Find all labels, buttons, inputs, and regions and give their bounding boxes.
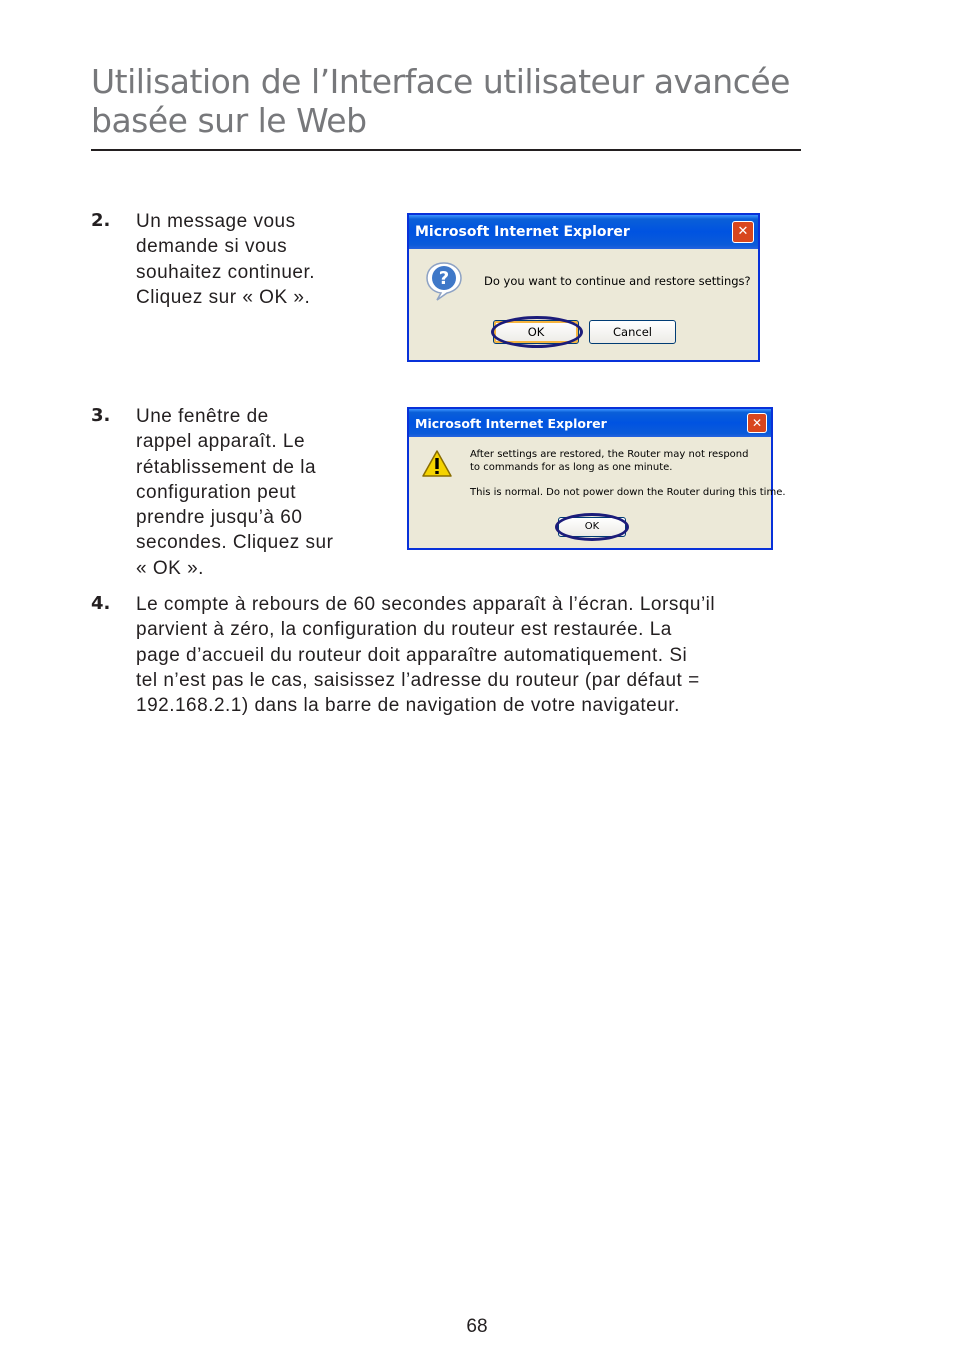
step-2-line: souhaitez continuer. <box>136 261 316 283</box>
step-2-line: Cliquez sur « OK ». <box>136 286 311 308</box>
page-number: 68 <box>466 1316 488 1337</box>
ok-highlight-circle <box>555 513 629 541</box>
dialog-title: Microsoft Internet Explorer <box>415 416 607 431</box>
notice-dialog-screenshot <box>407 407 786 550</box>
step-4-line: parvient à zéro, la configuration du routeur est restaurée. La <box>136 619 672 641</box>
dialog-message-line: to commands for as long as one minute. <box>470 462 673 473</box>
svg-text:?: ? <box>438 268 450 289</box>
step-2-line: demande si vous <box>136 236 288 258</box>
dialog-message <box>470 448 786 499</box>
step-3-line: rétablissement de la <box>136 456 317 478</box>
ok-button[interactable]: OK <box>558 517 626 537</box>
warning-icon <box>421 449 453 479</box>
dialog-titlebar <box>409 215 758 249</box>
step-3-number: 3. <box>91 405 111 426</box>
step-2-text <box>136 209 315 310</box>
step-4-line: page d’accueil du routeur doit apparaître automatiquement. Si <box>136 644 688 666</box>
step-2-number: 2. <box>91 210 111 231</box>
step-3-line: Une fenêtre de <box>136 406 269 427</box>
step-3-line: configuration peut <box>136 481 297 503</box>
step-3-text <box>136 404 333 581</box>
step-4-line: 192.168.2.1) dans la barre de navigation de votre navigateur. <box>136 695 680 717</box>
step-3-line: prendre jusqu’à 60 <box>136 507 303 529</box>
step-4-line: tel n’est pas le cas, saisissez l’adresse du routeur (par défaut = <box>136 669 700 691</box>
step-4-line: Le compte à rebours de 60 secondes apparaît à l’écran. Lorsqu’il <box>136 594 716 615</box>
step-3-line: rappel apparaît. Le <box>136 431 306 453</box>
step-4-number: 4. <box>91 593 111 614</box>
confirm-dialog-screenshot <box>407 213 760 362</box>
page-title <box>91 62 811 140</box>
dialog-title: Microsoft Internet Explorer <box>415 224 630 240</box>
ok-highlight-circle <box>491 316 583 348</box>
dialog-message-line: After settings are restored, the Router may not respond <box>470 449 749 460</box>
dialog-message-line: This is normal. Do not power down the Router during this time. <box>470 487 786 498</box>
close-icon[interactable]: ✕ <box>732 221 754 243</box>
step-4-text <box>136 592 816 718</box>
step-2-line: Un message vous <box>136 211 296 232</box>
ok-button[interactable]: OK <box>493 320 579 344</box>
page-title-line-2: basée sur le Web <box>91 101 367 140</box>
page-title-line-1: Utilisation de l’Interface utilisateur avancée <box>91 62 790 101</box>
step-3-line: secondes. Cliquez sur <box>136 532 334 554</box>
dialog-titlebar <box>409 409 771 437</box>
title-divider <box>91 149 801 151</box>
cancel-button[interactable]: Cancel <box>589 320 676 344</box>
dialog-message: Do you want to continue and restore settings? <box>484 274 751 288</box>
step-3-line: « OK ». <box>136 557 204 579</box>
close-icon[interactable]: ✕ <box>747 413 767 433</box>
question-icon <box>425 261 463 301</box>
